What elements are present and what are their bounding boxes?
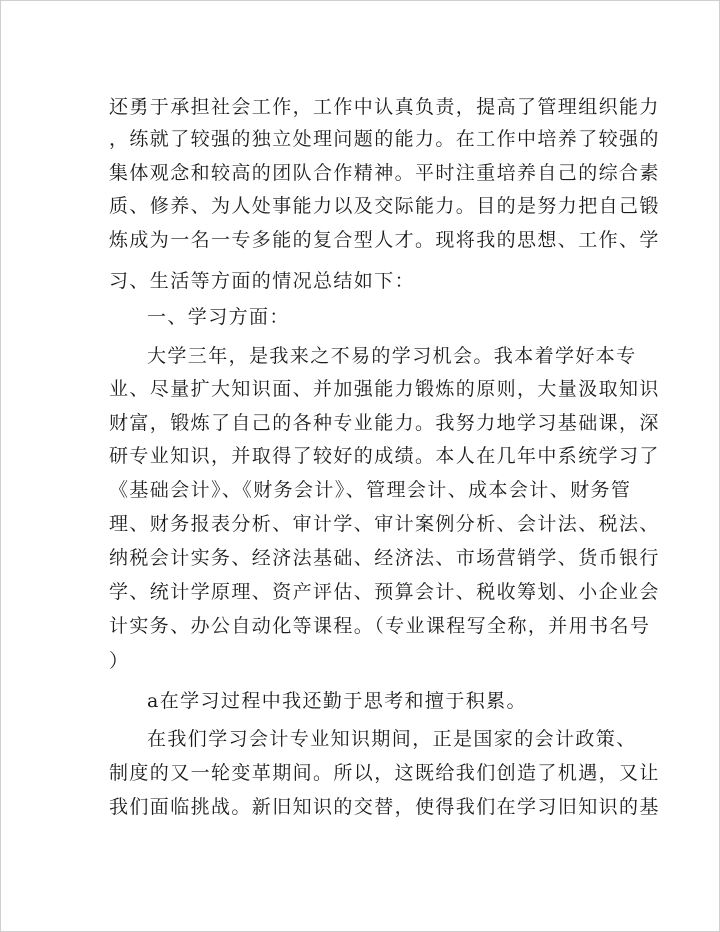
paragraph-line: ，练就了较强的独立处理问题的能力。在工作中培养了较强的 xyxy=(109,128,660,150)
paragraph-line: 炼成为一名一专多能的复合型人才。现将我的思想、工作、学 xyxy=(109,229,660,251)
paragraph-line: 理、财务报表分析、审计学、审计案例分析、会计法、税法、 xyxy=(109,513,660,535)
paragraph-line: ） xyxy=(109,650,130,672)
paragraph-line: a在学习过程中我还勤于思考和擅于积累。 xyxy=(147,690,527,712)
paragraph-line: 业、尽量扩大知识面、并加强能力锻炼的原则，大量汲取知识 xyxy=(109,378,660,400)
paragraph-line: 学、统计学原理、资产评估、预算会计、税收筹划、小企业会 xyxy=(109,581,660,603)
paragraph-line: 纳税会计实务、经济法基础、经济法、市场营销学、货币银行 xyxy=(109,547,660,569)
paragraph-line: 习、生活等方面的情况总结如下： xyxy=(109,270,416,292)
paragraph-line: 计实务、办公自动化等课程。（专业课程写全称，并用书名号 xyxy=(109,615,651,637)
section-heading: 一、学习方面： xyxy=(147,306,290,328)
paragraph-line: 大学三年，是我来之不易的学习机会。我本着学好本专 xyxy=(147,345,637,367)
paragraph-line: 研专业知识，并取得了较好的成绩。本人在几年中系统学习了 xyxy=(109,445,660,467)
paragraph-line: 制度的又一轮变革期间。所以，这既给我们创造了机遇，又让 xyxy=(109,762,660,784)
paragraph-line: 在我们学习会计专业知识期间，正是国家的会计政策、 xyxy=(147,728,637,750)
paragraph-line: 质、修养、为人处事能力以及交际能力。目的是努力把自己锻 xyxy=(109,195,660,217)
paragraph-line: 还勇于承担社会工作，工作中认真负责，提高了管理组织能力 xyxy=(109,96,660,118)
paragraph-line: 我们面临挑战。新旧知识的交替，使得我们在学习旧知识的基 xyxy=(109,796,660,818)
paragraph-line: 集体观念和较高的团队合作精神。平时注重培养自己的综合素 xyxy=(109,162,660,184)
paragraph-line: 财富，锻炼了自己的各种专业能力。我努力地学习基础课，深 xyxy=(109,412,660,434)
paragraph-line: 《基础会计》、《财务会计》、管理会计、成本会计、财务管 xyxy=(109,479,632,501)
